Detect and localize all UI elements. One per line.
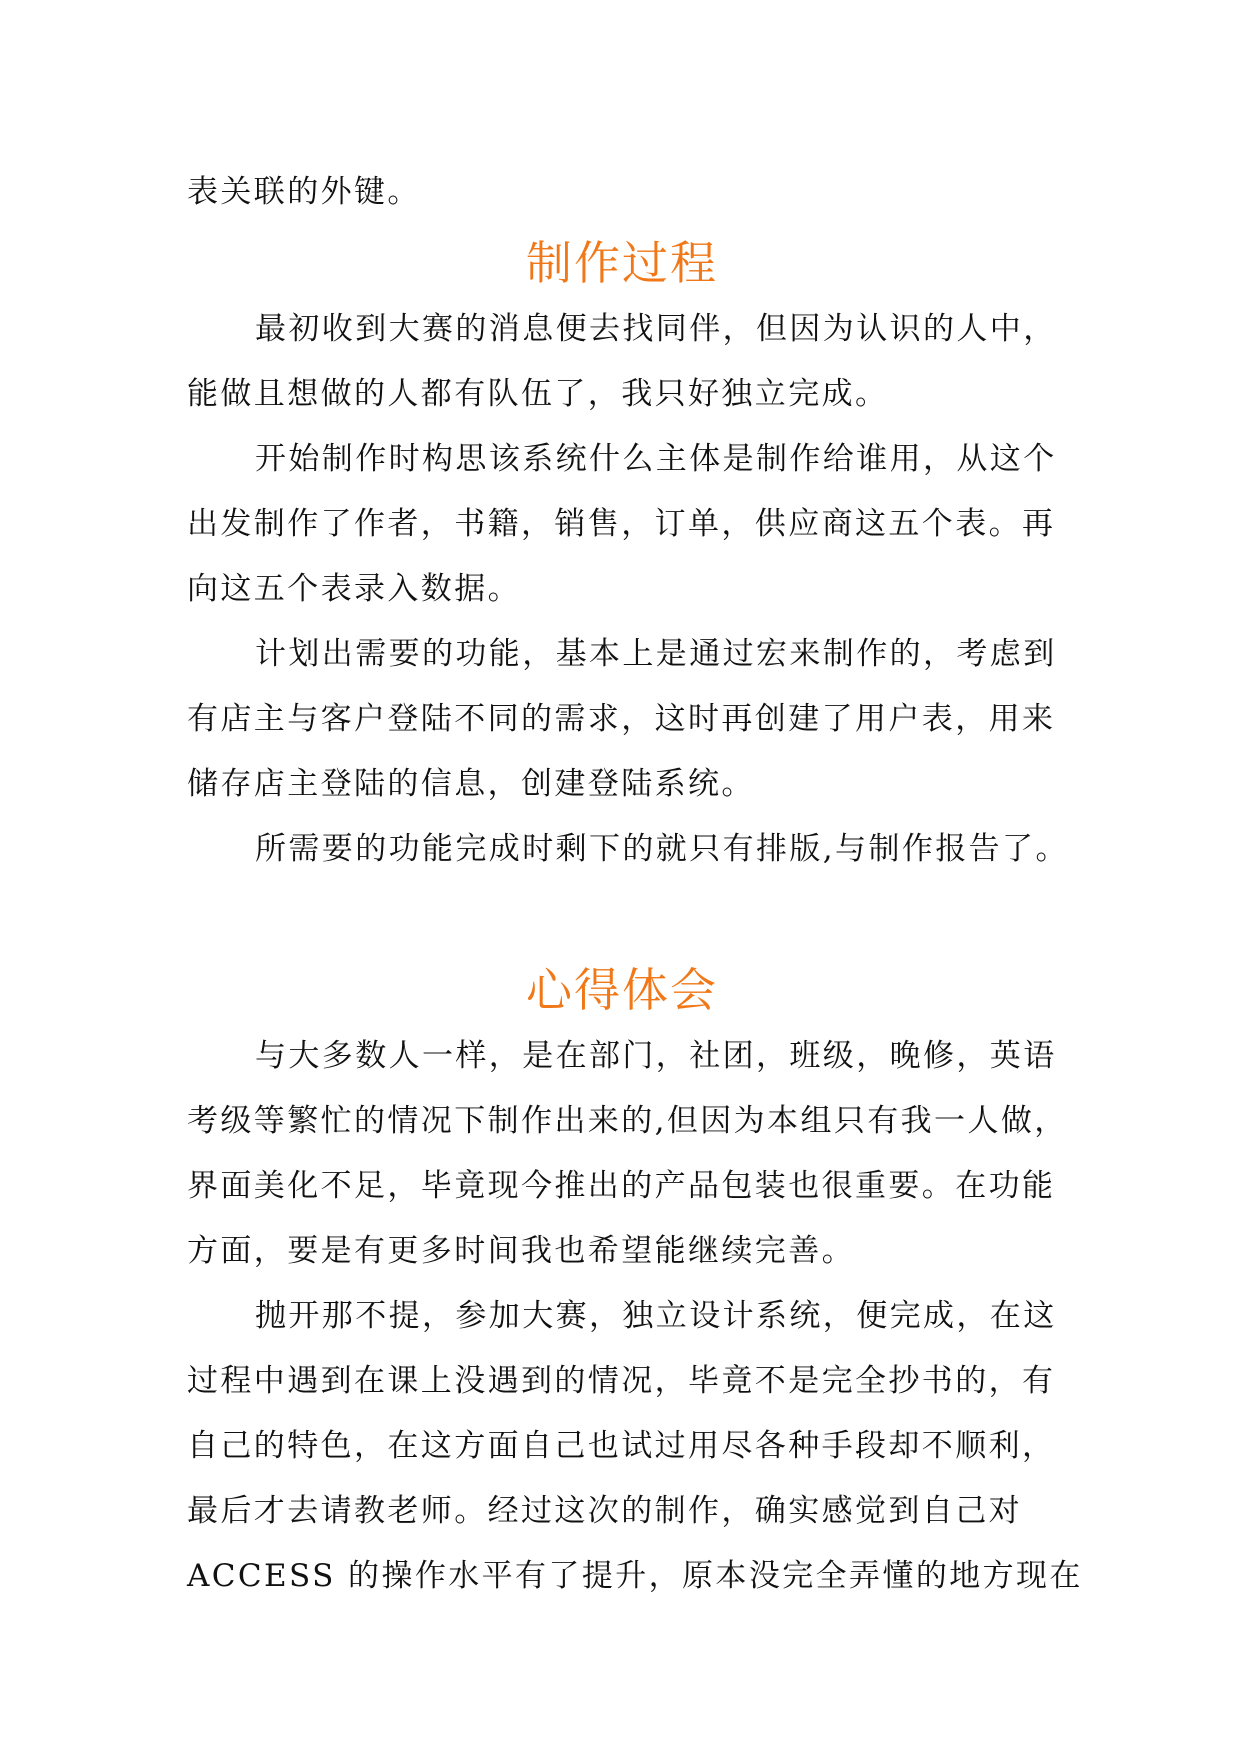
text-line: 界面美化不足，毕竟现今推出的产品包装也很重要。在功能 [187, 1168, 1056, 1204]
text-line: 最后才去请教老师。经过这次的制作，确实感觉到自己对 [187, 1493, 1022, 1529]
text-line: 抛开那不提，参加大赛，独立设计系统，便完成，在这 [255, 1298, 1057, 1334]
text-line: 出发制作了作者，书籍，销售，订单，供应商这五个表。再 [187, 506, 1056, 542]
intro-paragraph [187, 160, 1057, 225]
text-line: 过程中遇到在课上没遇到的情况，毕竟不是完全抄书的，有 [187, 1363, 1056, 1399]
text-line: 开始制作时构思该系统什么主体是制作给谁用，从这个 [255, 441, 1057, 477]
text-line: 考级等繁忙的情况下制作出来的,但因为本组只有我一人做， [187, 1103, 1068, 1139]
paragraph [187, 622, 1057, 817]
document-page [187, 160, 1083, 1609]
text-line: 方面，要是有更多时间我也希望能继续完善。 [187, 1233, 855, 1269]
text-line: 自己的特色，在这方面自己也试过用尽各种手段却不顺利， [187, 1428, 1056, 1464]
section-heading-process: 制作过程 [526, 236, 718, 290]
text-line: 计划出需要的功能，基本上是通过宏来制作的，考虑到 [255, 636, 1057, 672]
section-heading-reflection: 心得体会 [526, 963, 718, 1017]
paragraph [187, 427, 1057, 622]
text-line: 向这五个表录入数据。 [187, 571, 521, 607]
text-line: 能做且想做的人都有队伍了，我只好独立完成。 [187, 376, 889, 412]
text-line: 最初收到大赛的消息便去找同伴，但因为认识的人中， [255, 311, 1057, 347]
text-line: 储存店主登陆的信息，创建登陆系统。 [187, 766, 755, 802]
text-line: 与大多数人一样，是在部门，社团，班级，晚修，英语 [255, 1038, 1057, 1074]
paragraph [187, 1284, 1083, 1609]
text-line: 表关联的外键。 [187, 174, 421, 210]
paragraph [187, 297, 1057, 427]
text-line: ACCESS 的操作水平有了提升，原本没完全弄懂的地方现在 [187, 1558, 1083, 1594]
paragraph [187, 817, 1069, 882]
text-line: 所需要的功能完成时剩下的就只有排版,与制作报告了。 [255, 831, 1069, 867]
paragraph [187, 1024, 1068, 1284]
text-line: 有店主与客户登陆不同的需求，这时再创建了用户表，用来 [187, 701, 1056, 737]
